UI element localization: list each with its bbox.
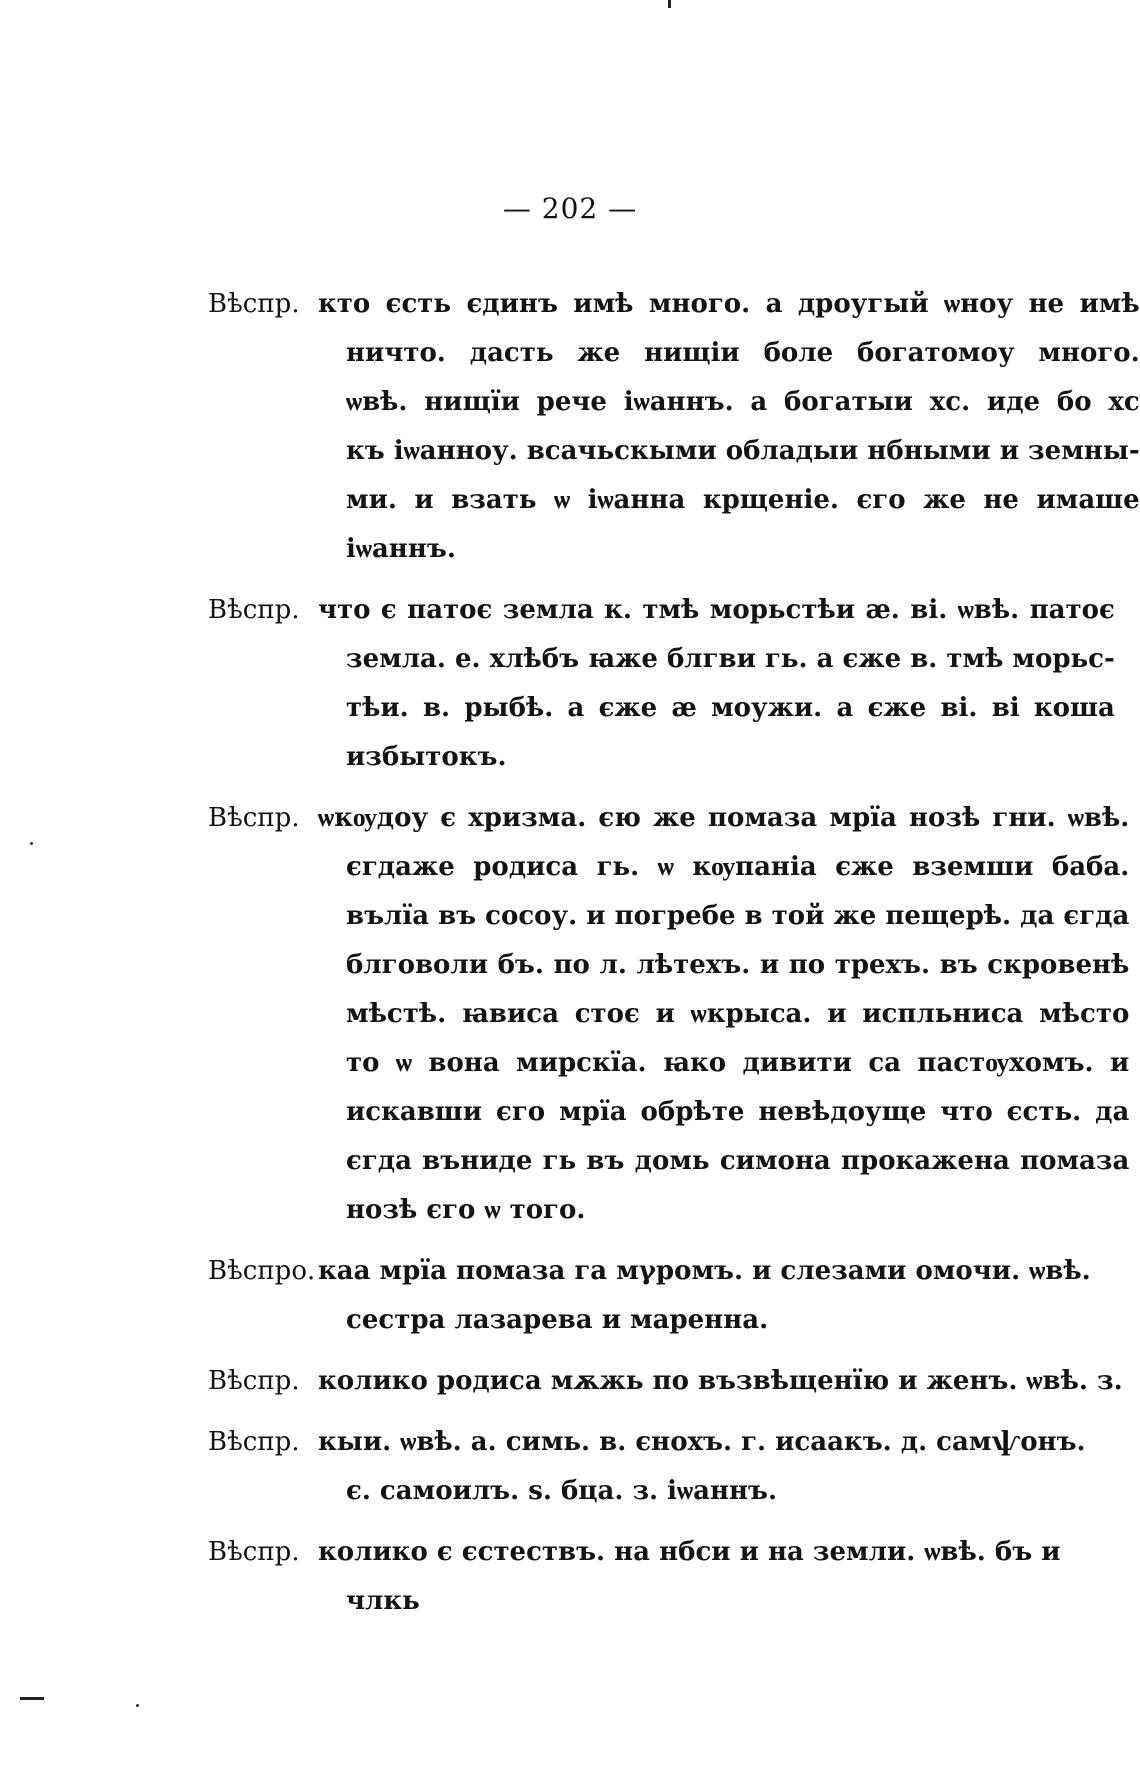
text-line: єгдаже родиса гь. ѡ кѹпаніа єже вземши баба. <box>346 852 1130 882</box>
entry-7 <box>208 1528 1061 1626</box>
entry-label: Вѣспр. <box>208 595 300 625</box>
entry-2 <box>208 586 1115 782</box>
text-line: вълїа въ сосоу. и погребе в той же пещерѣ. да єгда <box>346 901 1130 931</box>
entry-text <box>318 586 1115 782</box>
entry-label: Вѣспр. <box>208 289 300 319</box>
text-line: члкь <box>346 1586 420 1616</box>
entry-text <box>318 1357 1123 1406</box>
text-line: колико родиса мѫжь по възвѣщенїю и женъ. ѡвѣ. з. <box>318 1366 1123 1396</box>
scan-mark-top <box>668 0 671 8</box>
text-line: избытокъ. <box>346 742 507 772</box>
entry-label: Вѣспр. <box>208 1366 300 1396</box>
text-line: каа мрїа помаза га мγромъ. и слезами омочи. ѡвѣ. <box>318 1256 1091 1286</box>
entry-4 <box>208 1247 1091 1345</box>
entry-label: Вѣспр. <box>208 1427 300 1457</box>
entry-5 <box>208 1357 1123 1406</box>
text-line: тѣи. в. рыбѣ. а єже ӕ моужи. а єже ві. ві коша <box>346 693 1115 723</box>
text-line: ѡкѹдоу є хризма. єю же помаза мрїа нозѣ гни. ѡвѣ. <box>318 803 1130 833</box>
page-number: — 202 — <box>502 192 638 225</box>
text-line: мѣстѣ. ꙗвиса стоє и ѡкрыса. и испльниса мѣсто <box>346 999 1130 1029</box>
text-line: то ѡ вона мирскїа. ꙗко дивити са пастѹхомъ. и <box>346 1048 1130 1078</box>
scan-dot-bottom <box>136 1704 139 1707</box>
scan-dot-left <box>30 842 33 845</box>
entry-3 <box>208 794 1130 1235</box>
entry-label: Вѣспр. <box>208 1537 300 1567</box>
entry-text <box>318 1528 1061 1626</box>
text-line: є. самоилъ. ѕ. бца. з. іѡаннъ. <box>346 1476 778 1506</box>
text-line: ми. и взать ѡ іѡанна крщеніе. єго же не имаше <box>346 485 1140 515</box>
text-line: колико є єстествъ. на нбси и на земли. ѡвѣ. бъ и <box>318 1537 1061 1567</box>
text-line: ѡвѣ. нищїи рече іѡаннъ. а богатыи хс. иде бо хс <box>346 387 1140 417</box>
text-body <box>208 280 1140 1638</box>
entry-text <box>318 794 1129 1235</box>
entry-1 <box>208 280 1140 574</box>
text-line: блговоли бъ. по л. лѣтехъ. и по трехъ. въ скровенѣ <box>346 950 1130 980</box>
text-line: сестра лазарева и маренна. <box>346 1305 769 1335</box>
entry-text <box>318 280 1140 574</box>
entry-text <box>318 1418 1086 1516</box>
entry-label: Вѣспро. <box>208 1256 316 1286</box>
text-line: іѡаннъ. <box>346 534 456 564</box>
text-line: ничто. дасть же нищіи боле богатомоу много. <box>346 338 1140 368</box>
text-line: земла. е. хлѣбъ ꙗже блгви гь. а єже в. тмѣ морьс- <box>346 644 1115 674</box>
text-line: искавши єго мрїа обрѣте невѣдоуще что єсть. да <box>346 1097 1130 1127</box>
text-line: кто єсть єдинъ имѣ много. а дроугый ѡноу не имѣ <box>318 289 1140 319</box>
entry-label: Вѣспр. <box>208 803 300 833</box>
text-line: что є патоє земла к. тмѣ морьстѣи ӕ. ві. ѡвѣ. патоє <box>318 595 1115 625</box>
text-line: нозѣ єго ѡ того. <box>346 1195 586 1225</box>
text-line: кыи. ѡвѣ. а. симь. в. єнохъ. г. исаакъ. д. самѱонъ. <box>318 1427 1086 1457</box>
entry-6 <box>208 1418 1086 1516</box>
text-line: къ іѡанноу. всачьскыми обладыи нбными и земны- <box>346 436 1140 466</box>
scan-mark-bottom-left <box>20 1697 44 1700</box>
entry-text <box>318 1247 1091 1345</box>
text-line: єгда въниде гь въ домь симона прокажена помаза <box>346 1146 1130 1176</box>
